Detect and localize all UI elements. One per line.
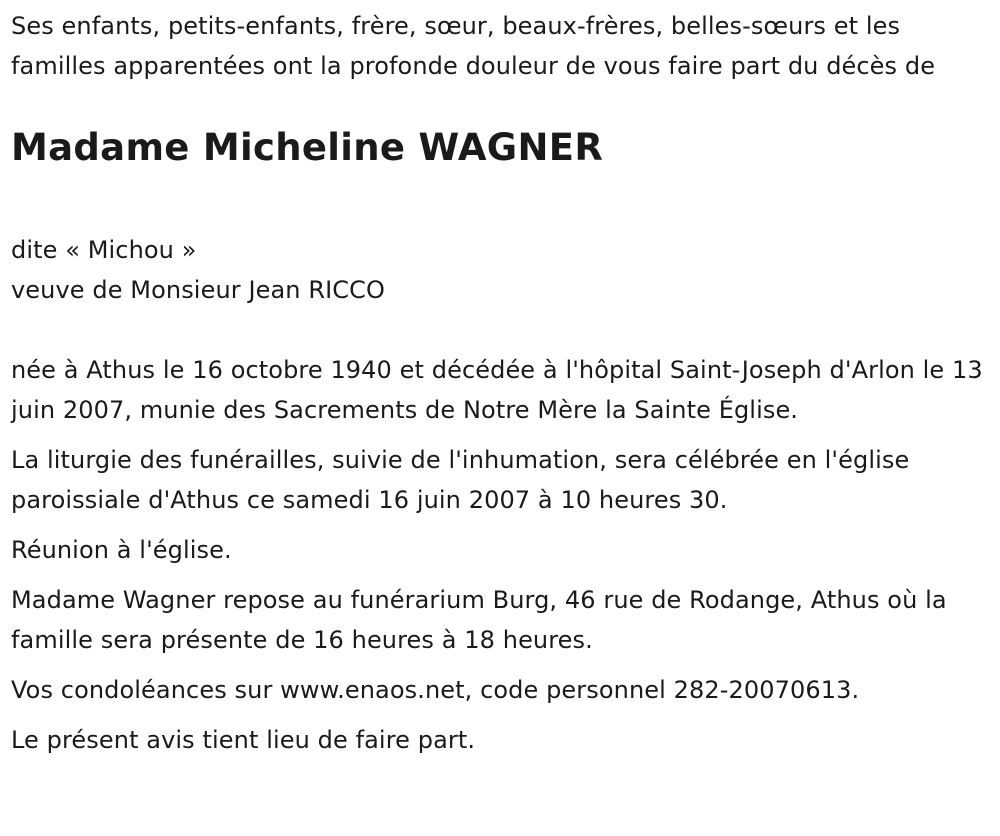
- identity-block: [11, 230, 991, 310]
- obituary-notice: [11, 6, 991, 760]
- intro-paragraph: Ses enfants, petits-enfants, frère, sœur, beaux-frères, belles-sœurs et les familles apparentées ont la profonde douleur de vous faire part du décès de: [11, 12, 936, 80]
- birth-death-paragraph: née à Athus le 16 octobre 1940 et décédée à l'hôpital Saint-Joseph d'Arlon le 13 juin 2007, munie des Sacrements de Notre Mère la Sainte Église.: [11, 356, 983, 424]
- closing-paragraph: Le présent avis tient lieu de faire part.: [11, 726, 476, 754]
- meeting-paragraph: Réunion à l'église.: [11, 536, 232, 564]
- nickname: dite « Michou »: [11, 236, 197, 264]
- deceased-name: Madame Micheline WAGNER: [11, 126, 604, 169]
- condolences-paragraph: Vos condoléances sur www.enaos.net, code personnel 282-20070613.: [11, 676, 860, 704]
- widow-of: veuve de Monsieur Jean RICCO: [11, 276, 386, 304]
- funeral-paragraph: La liturgie des funérailles, suivie de l'inhumation, sera célébrée en l'église paroissiale d'Athus ce samedi 16 juin 2007 à 10 heures 30.: [11, 446, 910, 514]
- repose-paragraph: Madame Wagner repose au funérarium Burg, 46 rue de Rodange, Athus où la famille sera présente de 16 heures à 18 heures.: [11, 586, 947, 654]
